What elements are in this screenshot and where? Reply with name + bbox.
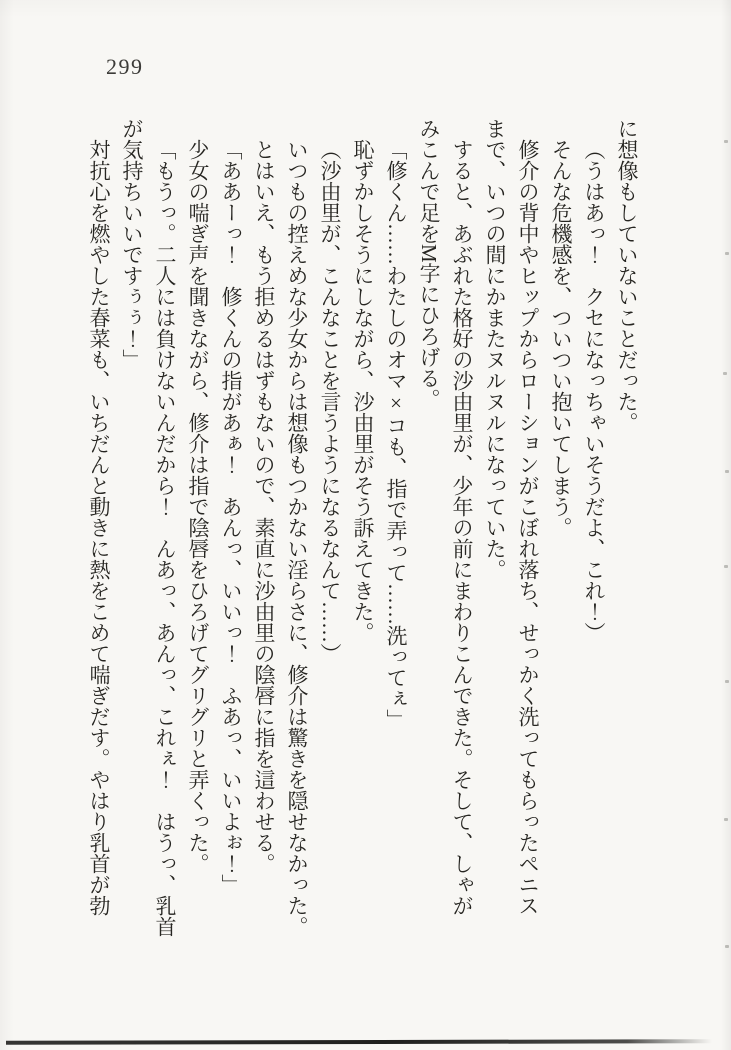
scan-edge-line	[6, 1039, 712, 1044]
page-number: 299	[106, 54, 144, 79]
text-column: まで、いつの間にかまたヌルヌルになっていた。	[483, 118, 507, 580]
text-column: とはいえ、もう拒めるはずもないので、素直に沙由里の陰唇に指を這わせる。	[252, 139, 276, 874]
scan-speck	[725, 252, 729, 255]
scan-speck	[725, 945, 729, 948]
body-text	[82, 118, 643, 963]
scan-speck	[724, 818, 728, 821]
text-column: 「修くん……わたしのオマ×コも、指で弄って……洗ってぇ」	[384, 139, 408, 730]
scan-speck	[725, 470, 729, 473]
text-column: 少女の喘ぎ声を聞きながら、修介は指で陰唇をひろげてグリグリと弄くった。	[186, 139, 210, 874]
text-column: 「もうっ。二人には負けないんだから！ んあっ、あんっ、これぇ！ はうっ、乳首	[153, 139, 177, 937]
text-column: （うはあっ！ クセになっちゃいそうだよ、これ！）	[582, 139, 606, 643]
scan-speck	[724, 565, 728, 568]
text-column: に想像もしていないことだった。	[615, 118, 639, 433]
text-column: みこんで足をM字にひろげる。	[417, 118, 441, 410]
text-column: そんな危機感を、ついつい抱いてしまう。	[549, 139, 573, 538]
scan-speck	[725, 680, 729, 683]
scan-speck	[723, 372, 727, 375]
text-column: 修介の背中やヒップからローションがこぼれ落ち、せっかく洗ってもらったペニス	[516, 139, 540, 916]
text-column: 恥ずかしそうにしながら、沙由里がそう訴えてきた。	[351, 139, 375, 643]
text-column: （沙由里が、こんなことを言うようになるなんて……）	[318, 139, 342, 664]
scan-speck	[724, 140, 728, 143]
text-column: が気持ちいいですぅぅ！」	[120, 118, 144, 370]
text-column: いつもの控えめな少女からは想像もつかない淫らさに、修介は驚きを隠せなかった。	[285, 139, 309, 937]
text-column: 「ああーっ！ 修くんの指があぁ！ あんっ、いいっ！ ふあっ、いいよぉ！」	[219, 139, 243, 895]
text-column: 対抗心を燃やした春菜も、いちだんと動きに熱をこめて喘ぎだす。やはり乳首が勃	[87, 139, 111, 916]
text-column: すると、あぶれた格好の沙由里が、少年の前にまわりこんできた。そして、しゃが	[450, 139, 474, 916]
